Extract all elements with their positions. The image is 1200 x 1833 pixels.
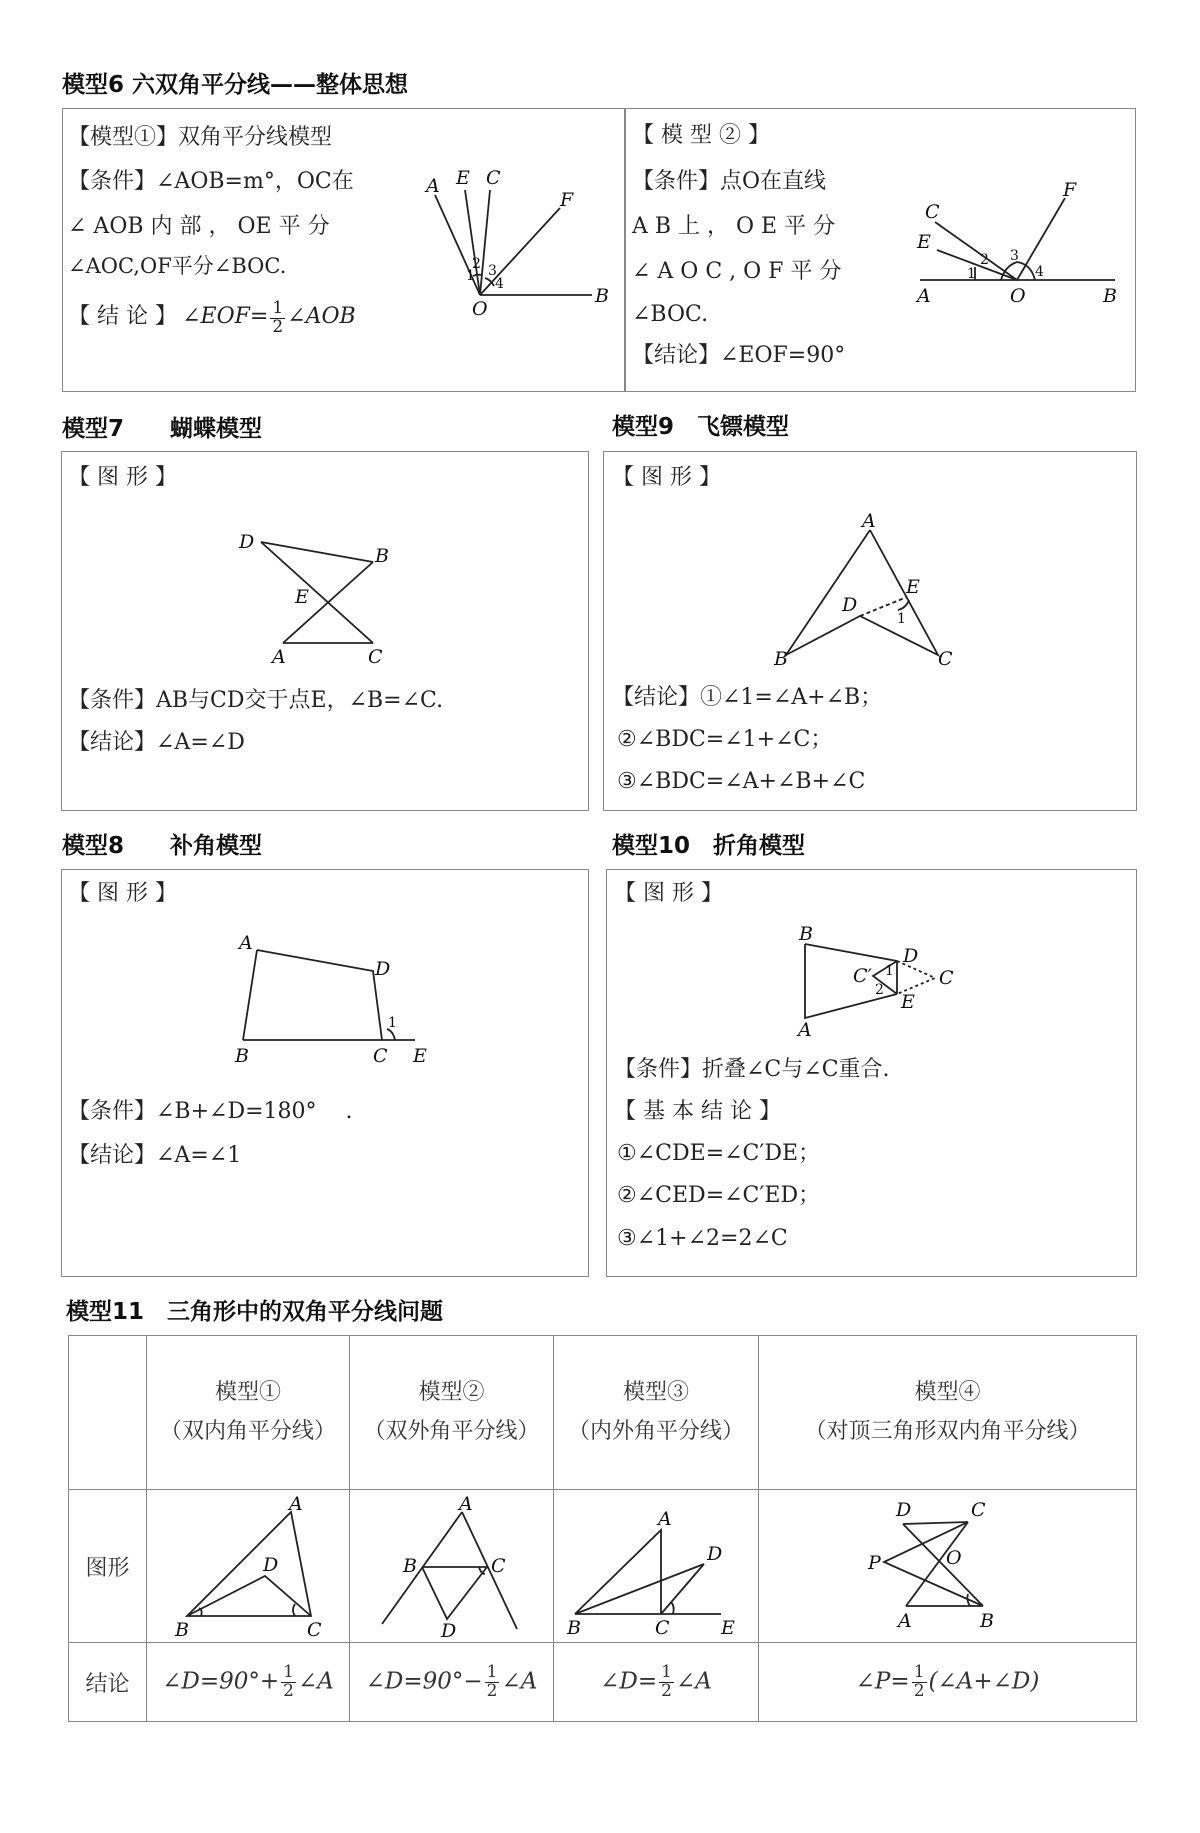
angle-arc [199,1608,202,1616]
m10-figure-label: 【 图 形 】 [614,881,723,906]
m6-right-cond2: A B 上 ， O E 平 分 [632,214,836,239]
line-ac-extended [462,1512,517,1629]
m11-diagram-2 [357,1494,547,1639]
m9-conclusion-1: 【结论】①∠1=∠A+∠B； [612,685,883,710]
fraction-num: 1 [913,1661,925,1682]
m10-condition: 【条件】折叠∠C与∠C重合. [614,1057,890,1082]
fraction-den: 2 [486,1680,498,1701]
label-a: A [897,1609,912,1632]
label-d: D [440,1619,456,1639]
col-subtitle: （双外角平分线） [363,1418,540,1444]
fraction [485,1661,500,1701]
label-e: E [413,1045,427,1067]
label-3: 3 [1010,248,1019,264]
label-b: B [1103,285,1117,307]
label-c: C [307,1618,322,1639]
formula-cell [350,1643,554,1722]
label-c: C [970,1498,986,1521]
table-row-conclusions [69,1643,1137,1722]
col-title: 模型① [214,1380,281,1405]
m7-figure-label: 【 图 形 】 [68,465,177,490]
col-subtitle: （对顶三角形双内角平分线） [804,1418,1091,1444]
label-b: B [799,923,813,945]
fraction [912,1661,927,1701]
fraction-num: 1 [283,1661,294,1682]
label-b: B [375,545,389,567]
formula-cell [147,1643,350,1722]
label-4: 4 [495,276,504,292]
label-d: D [239,531,255,553]
formula-lhs: ∠EOF= [182,303,269,329]
fraction-num: 1 [486,1661,498,1682]
segment-ab [243,950,257,1040]
figure-cell [147,1490,350,1643]
label-e: E [906,576,920,598]
table-header-cell [147,1336,350,1490]
fraction [270,300,285,337]
m6-right-title: 【 模 型 ② 】 [632,123,770,148]
label-o: O [472,298,488,320]
label-c: C [490,1554,506,1577]
label-o: O [945,1546,962,1569]
label-c: C [939,967,954,989]
label-a: A [289,1493,303,1515]
label-2: 2 [980,252,989,268]
m9-heading: 模型9 飞镖模型 [612,414,790,440]
formula-cell [759,1643,1137,1722]
label-1: 1 [466,268,475,284]
fraction [281,1661,296,1701]
m10-diagram [785,918,965,1043]
m7-condition: 【条件】AB与CD交于点E，∠B=∠C. [68,688,444,713]
label-d: D [707,1542,723,1565]
formula-rhs: ∠A [675,1668,712,1694]
figure-cell [759,1490,1137,1643]
bisector-bd [575,1564,704,1614]
label-2: 2 [875,982,884,998]
segment-dc [903,1522,968,1524]
m11-diagram-1 [153,1494,343,1639]
label-c: C [655,1616,670,1639]
figure-cell [554,1490,759,1643]
label-c-prime: C′ [853,965,872,987]
formula-lhs: ∠D=90°+ [162,1668,280,1694]
m6-left-cond3: ∠AOC,OF平分∠BOC. [68,254,287,278]
label-a: A [458,1493,473,1515]
segment-b-a-e [805,944,897,1018]
label-d: D [375,958,391,980]
m8-heading: 模型8 补角模型 [62,833,263,859]
col-title: 模型④ [914,1380,981,1405]
label-c: C [373,1045,388,1067]
label-c: C [368,646,383,665]
angle-arc [293,1604,295,1616]
segments-ab-ac [575,1530,661,1614]
label-b: B [402,1554,417,1577]
row-label-figure: 图形 [69,1490,147,1643]
label-1: 1 [885,963,894,979]
m8-figure-label: 【 图 形 】 [68,881,177,906]
fraction-num: 1 [272,298,284,318]
m9-conclusion-3: ③∠BDC=∠A+∠B+∠C [617,769,866,794]
fraction-num: 1 [661,1661,672,1682]
m10-basic-conclusion: 【 基 本 结 论 】 [614,1099,781,1124]
m9-conclusion-2: ②∠BDC=∠1+∠C； [617,727,833,752]
label-b: B [235,1045,249,1067]
formula-lhs: ∠D= [600,1668,658,1694]
m8-conclusion: 【结论】∠A=∠1 [68,1143,242,1168]
label-b: B [979,1609,994,1632]
table-header-cell [759,1336,1137,1490]
label-1: 1 [388,1015,397,1031]
label-c: C [938,648,953,670]
formula-lhs: ∠P= [855,1668,910,1694]
m6-right-diagram [905,180,1130,310]
label-d: D [895,1498,911,1521]
label-a: A [658,1507,672,1530]
m6-left-cond1: 【条件】∠AOB=m°，OC在 [68,169,354,194]
label-b: B [774,648,788,670]
label-4: 4 [1035,264,1044,280]
label-e: E [901,991,915,1013]
label-e: E [295,586,309,608]
m8-condition: 【条件】∠B+∠D=180° . [68,1099,353,1124]
m10-conclusion-1: ①∠CDE=∠C′DE； [617,1141,821,1166]
m6-right-cond1: 【条件】点O在直线 [632,169,827,194]
table-corner-cell [69,1336,147,1490]
formula-rhs: (∠A+∠D) [928,1668,1040,1694]
m10-heading: 模型10 折角模型 [612,833,806,859]
m6-heading: 模型6 六双角平分线——整体思想 [62,72,409,98]
m6-right-cond3: ∠ A O C , O F 平 分 [632,259,842,284]
col-subtitle: （双内角平分线） [159,1418,336,1444]
label-p: P [867,1551,881,1574]
conclusion-label: 【 结 论 】 [68,303,177,329]
m6-right-conclusion: 【结论】∠EOF=90° [632,343,846,368]
m11-diagram-3 [561,1494,751,1639]
formula-rhs: ∠A [501,1668,538,1694]
fraction-den: 2 [283,1680,294,1701]
label-o: O [1010,285,1026,307]
m6-left-diagram [420,160,620,320]
label-3: 3 [488,263,497,279]
m7-conclusion: 【结论】∠A=∠D [68,730,245,755]
segment-a-d-c [257,950,382,1040]
table-header-cell [350,1336,554,1490]
segment-bd [805,944,897,961]
label-b: B [595,285,609,307]
label-1: 1 [897,611,906,627]
ray-oe [937,250,1017,280]
label-a: A [862,510,876,532]
table-row-header [69,1336,1137,1490]
segment-dc [261,542,373,643]
label-a: A [239,932,253,954]
label-d: D [903,945,919,967]
m10-conclusion-2: ②∠CED=∠C′ED； [617,1183,821,1208]
fraction [659,1661,674,1701]
m9-figure-label: 【 图 形 】 [612,465,721,490]
label-1: 1 [967,266,976,282]
m7-diagram [225,520,405,665]
figure-cell [350,1490,554,1643]
label-a: A [798,1019,812,1041]
table-row-figures [69,1490,1137,1643]
label-a: A [426,175,440,197]
fraction-den: 2 [661,1680,672,1701]
label-e: E [721,1616,735,1639]
m11-diagram-4 [848,1494,1048,1639]
m6-left-cond2: ∠ AOB 内 部 ， OE 平 分 [68,214,330,239]
m8-diagram [225,925,440,1070]
col-title: 模型③ [622,1380,689,1405]
formula-lhs: ∠D=90°− [365,1668,483,1694]
fraction-den: 2 [913,1680,925,1701]
col-subtitle: （内外角平分线） [567,1418,744,1444]
label-b: B [567,1616,581,1639]
label-f: F [1063,180,1077,201]
angle-arc [671,1602,674,1614]
col-title: 模型② [418,1380,485,1405]
m6-left-title: 【模型①】双角平分线模型 [68,125,333,150]
label-2: 2 [472,256,481,272]
label-d: D [263,1553,279,1576]
m6-right-cond4: ∠BOC. [632,302,709,327]
label-b: B [175,1618,189,1639]
label-c: C [486,167,501,189]
label-a: A [917,285,931,307]
label-e: E [456,167,470,189]
m7-heading: 模型7 蝴蝶模型 [62,416,263,442]
label-f: F [560,189,574,211]
m9-diagram [770,505,960,670]
formula-rhs: ∠AOB [287,303,356,329]
m6-left-conclusion [68,300,356,337]
m11-heading: 模型11 三角形中的双角平分线问题 [66,1299,444,1325]
m10-conclusion-3: ③∠1+∠2=2∠C [617,1226,788,1251]
formula-rhs: ∠A [297,1668,334,1694]
label-d: D [842,594,858,616]
segment-db [261,542,373,562]
bisectors-cp-bp [884,1522,983,1606]
angle-arc-1 [898,600,909,610]
table-header-cell [554,1336,759,1490]
formula-cell [554,1643,759,1722]
label-c: C [925,201,940,223]
m11-table [68,1335,1137,1722]
label-a: A [272,646,286,665]
m6-divider [624,108,626,392]
label-e: E [917,231,931,253]
fraction-den: 2 [272,316,284,337]
bisectors-bd-cd [422,1567,487,1619]
row-label-conclusion: 结论 [69,1643,147,1722]
